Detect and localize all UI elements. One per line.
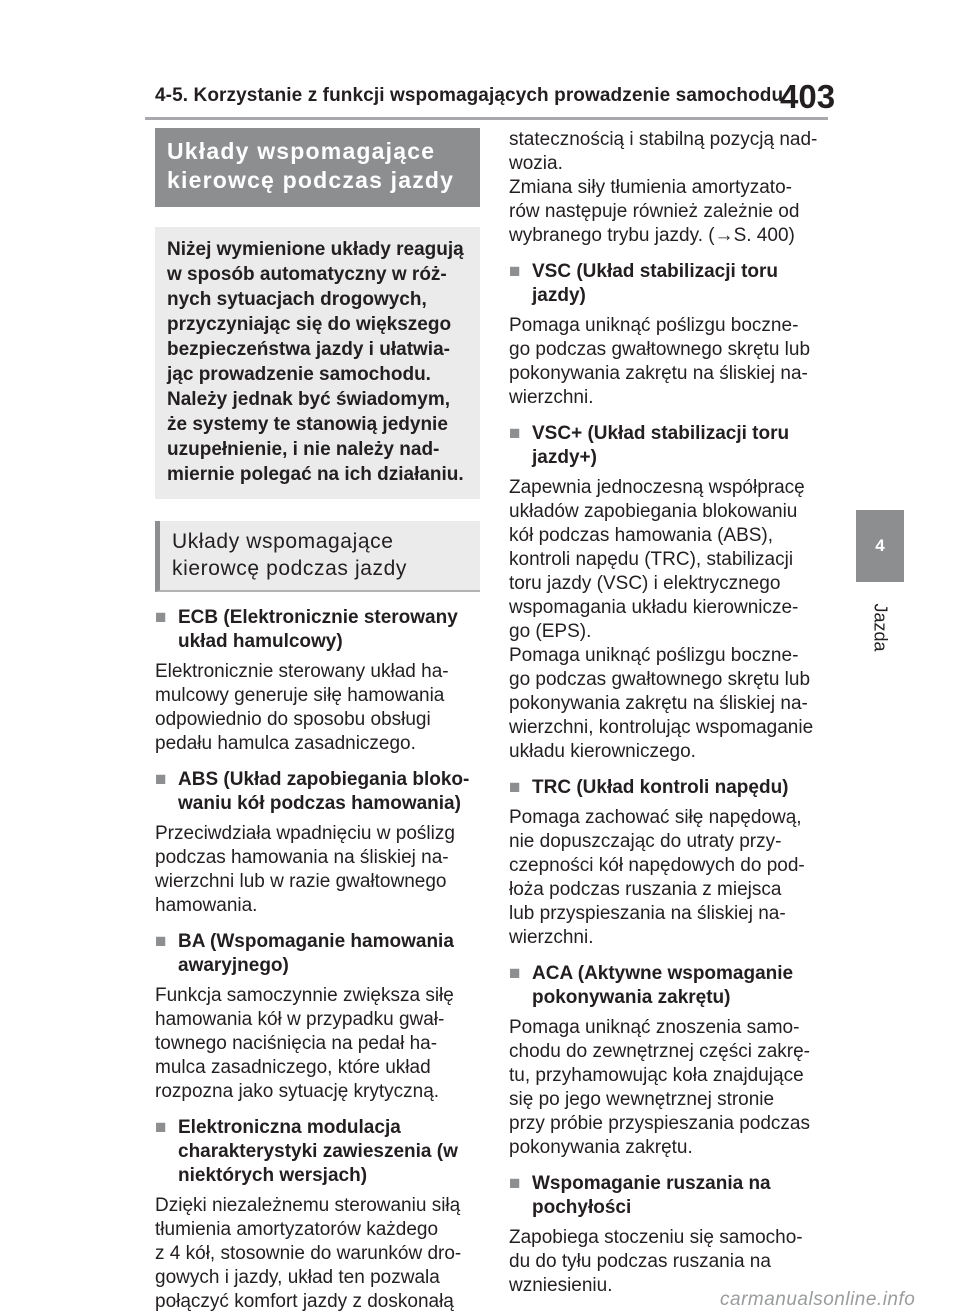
chapter-tab-number: 4 [875, 536, 885, 555]
square-bullet-icon: ■ [509, 777, 521, 798]
chapter-tab[interactable] [856, 510, 904, 582]
square-bullet-icon: ■ [155, 769, 167, 790]
square-bullet-icon: ■ [509, 1173, 521, 1194]
section-body: Pomaga uniknąć znoszenia samo- chodu do zewnętrznej części zakrę- tu, przyhamowując koła znajdujące się po jego wewnętrznej stronie przy próbie przyspieszania podczas pokonywania zakrętu. [509, 1017, 810, 1158]
section-body: Elektronicznie sterowany układ ha- mulcowy generuje siłę hamowania odpowiednio do sposobu obsługi pedału hamulca zasadniczego. [155, 661, 449, 754]
section-heading: ■ BA (Wspomaganie hamowania awaryjnego) [155, 931, 454, 976]
square-bullet-icon: ■ [155, 607, 167, 628]
section-body: Dzięki niezależnemu sterowaniu siłą tłumienia amortyzatorów każdego z 4 kół, stosownie do warunków dro- gowych i jazdy, układ ten pozwala połączyć komfort jazdy z doskonałą [155, 1195, 462, 1312]
section-heading: ■ ABS (Układ zapobiegania bloko- waniu kół podczas hamowania) [155, 769, 470, 814]
square-bullet-icon: ■ [155, 931, 167, 952]
section-ba [155, 930, 480, 1104]
chapter-tab-label: Jazda [870, 602, 891, 652]
square-bullet-icon: ■ [509, 261, 521, 282]
section-hill-start [509, 1172, 834, 1298]
section-body: Pomaga zachować siłę napędową, nie dopuszczając do utraty przy- czepności kół napędowych do pod- łoża podczas ruszania z miejsca lub przyspieszania na śliskiej na- wierzchni. [509, 807, 805, 948]
section-abs [155, 768, 480, 918]
continued-paragraph: statecznością i stabilną pozycją nad- wozia. Zmiana siły tłumienia amortyzato- rów następuje również zależnie od wybranego trybu jazdy. (→S. 400) [509, 129, 818, 246]
section-title-box: Układy wspomagające kierowcę podczas jazdy [155, 128, 480, 207]
watermark: carmanualsonline.info [720, 1289, 916, 1310]
section-trc [509, 776, 834, 950]
section-heading: ■ ACA (Aktywne wspomaganie pokonywania zakrętu) [509, 963, 794, 1008]
chapter-header-title: 4-5. Korzystanie z funkcji wspomagających prowadzenie samochodu [155, 85, 784, 106]
section-heading: ■ TRC (Układ kontroli napędu) [509, 777, 789, 798]
right-column [509, 128, 834, 1298]
section-heading: ■ VSC+ (Układ stabilizacji toru jazdy+) [509, 423, 790, 468]
section-vsc [509, 260, 834, 410]
section-body: Zapewnia jednoczesną współpracę układów zapobiegania blokowaniu kół podczas hamowania (ABS), kontroli napędu (TRC), stabilizacji toru jazdy (VSC) i elektrycznego wspomagania układu kierownicze- go (EPS). Pomaga uniknąć poślizgu boczne- go podczas gwałtownego skrętu lub pokonywania zakrętu na śliskiej na- wierzchni, kontrolując wspomaganie układu kierowniczego. [509, 477, 814, 762]
left-column [155, 128, 480, 1314]
header-divider [145, 117, 828, 120]
section-ecb [155, 606, 480, 756]
subsection-title-box: Układy wspomagające kierowcę podczas jazdy [155, 521, 480, 592]
intro-box: Niżej wymienione układy reagują w sposób automatyczny w róż- nych sytuacjach drogowych, przyczyniając się do większego bezpieczeństwa jazdy i ułatwia- jąc prowadzenie samochodu. Należy jednak być świadomym, że systemy te stanowią jedynie uzupełnienie, i nie należy nad- miernie polegać na ich działaniu. [155, 227, 480, 499]
section-body: Funkcja samoczynnie zwiększa siłę hamowania kół w przypadku gwał- townego naciśnięcia na pedał ha- mulca zasadniczego, które układ rozpozna jako sytuację krytyczną. [155, 985, 454, 1102]
section-suspension [155, 1116, 480, 1314]
section-body: Przeciwdziała wpadnięciu w poślizg podczas hamowania na śliskiej na- wierzchni lub w razie gwałtownego hamowania. [155, 823, 455, 916]
section-heading: ■ ECB (Elektronicznie sterowany układ hamulcowy) [155, 607, 458, 652]
page-number: 403 [780, 78, 836, 115]
square-bullet-icon: ■ [509, 963, 521, 984]
section-body: Zapobiega stoczeniu się samocho- du do tyłu podczas ruszania na wzniesieniu. [509, 1227, 803, 1296]
section-heading: ■ VSC (Układ stabilizacji toru jazdy) [509, 261, 778, 306]
square-bullet-icon: ■ [509, 423, 521, 444]
section-heading: ■ Elektroniczna modulacja charakterystyki zawieszenia (w niektórych wersjach) [155, 1117, 458, 1186]
section-heading: ■ Wspomaganie ruszania na pochyłości [509, 1173, 771, 1218]
section-aca [509, 962, 834, 1160]
square-bullet-icon: ■ [155, 1117, 167, 1138]
section-vsc-plus [509, 422, 834, 764]
section-body: Pomaga uniknąć poślizgu boczne- go podczas gwałtownego skrętu lub pokonywania zakrętu na śliskiej na- wierzchni. [509, 315, 811, 408]
